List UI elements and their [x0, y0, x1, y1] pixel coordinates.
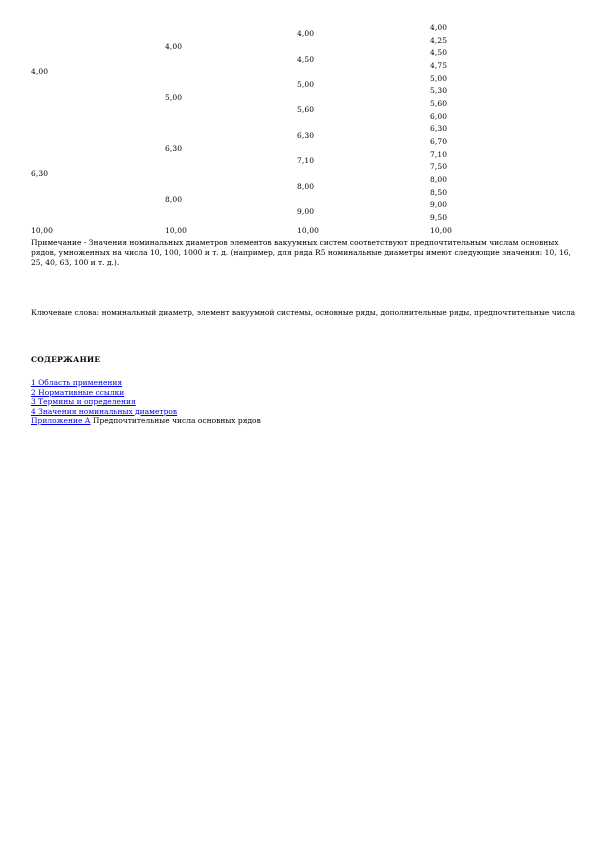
table-cell: 6,30 [297, 131, 315, 140]
toc-link-appendix-a[interactable]: Приложение А [31, 416, 91, 425]
keywords: Ключевые слова: номинальный диаметр, элемент вакуумной системы, основные ряды, дополнительные ряды, предпочтительные числа [31, 308, 576, 317]
table-cell: 4,00 [31, 67, 49, 76]
table-cell: 6,00 [430, 112, 448, 121]
toc-title: СОДЕРЖАНИЕ [31, 355, 101, 364]
table-cell: 5,00 [165, 93, 183, 102]
table-cell: 5,00 [430, 74, 448, 83]
table-cell: 10,00 [165, 226, 187, 235]
table-cell: 4,00 [430, 23, 448, 32]
table-cell: 10,00 [297, 226, 319, 235]
toc-item-text: Предпочтительные числа основных рядов [90, 416, 261, 425]
toc-item [31, 416, 261, 426]
toc-link-nominal-diameters[interactable]: 4 Значения номинальных диаметров [31, 406, 178, 416]
table-cell: 5,00 [297, 80, 315, 89]
table-cell: 7,10 [430, 150, 448, 159]
table-cell: 8,50 [430, 188, 448, 197]
table-cell: 5,30 [430, 86, 448, 95]
table-cell: 8,00 [430, 175, 448, 184]
table-note: Примечание - Значения номинальных диаметров элементов вакуумных систем соответствуют предпочтительным числам основных рядов, умноженных на числа 10, 100, 1000 и т. д. (например, для ряда R5 номинальные диаметры имеют следующие значения: 10, 16, 25, 40, 63, 100 и т. д.). [31, 238, 571, 267]
table-cell: 5,60 [430, 99, 448, 108]
table-cell: 5,60 [297, 105, 315, 114]
toc-item [31, 397, 261, 407]
table-cell: 10,00 [430, 226, 452, 235]
toc-link-normative-references[interactable]: 2 Нормативные ссылки [31, 387, 125, 397]
table-cell: 10,00 [31, 226, 53, 235]
toc-item [31, 407, 261, 417]
table-cell: 7,10 [297, 156, 315, 165]
table-cell: 8,00 [297, 182, 315, 191]
table-cell: 6,70 [430, 137, 448, 146]
table-cell: 9,00 [430, 200, 448, 209]
table-cell: 4,50 [430, 48, 448, 57]
toc-item [31, 378, 261, 388]
toc-link-scope[interactable]: 1 Область применения [31, 378, 123, 387]
table-cell: 4,00 [165, 42, 183, 51]
table-of-contents [31, 378, 261, 426]
table-cell: 8,00 [165, 195, 183, 204]
table-cell: 6,30 [31, 169, 49, 178]
table-cell: 4,75 [430, 61, 448, 70]
table-cell: 6,30 [165, 144, 183, 153]
table-cell: 9,50 [430, 213, 448, 222]
table-cell: 6,30 [430, 124, 448, 133]
toc-item [31, 388, 261, 398]
toc-link-terms-definitions[interactable]: 3 Термины и определения [31, 397, 136, 406]
table-cell: 4,00 [297, 29, 315, 38]
table-cell: 4,25 [430, 36, 448, 45]
table-cell: 9,00 [297, 207, 315, 216]
table-cell: 7,50 [430, 162, 448, 171]
table-cell: 4,50 [297, 55, 315, 64]
